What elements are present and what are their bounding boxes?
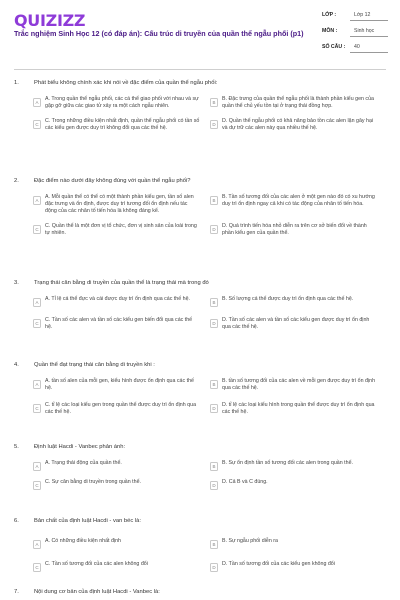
meta-subject-value: Sinh học xyxy=(350,28,388,37)
question-2 xyxy=(14,178,386,237)
meta-subject xyxy=(322,28,388,44)
option-text: B. Số lượng cá thể được duy trì ổn định qua các thế hệ. xyxy=(222,296,354,302)
option-letter-b: B xyxy=(210,540,218,549)
option-text: D. Tần số các alen và tần số các kiểu gen được duy trì ổn định qua các thế hệ. xyxy=(222,317,370,330)
meta-subject-label: MÔN : xyxy=(322,28,338,34)
option-letter-b: B xyxy=(210,298,218,307)
option-text: A. Mỗi quần thể có thể có một thành phần kiểu gen, tần số alen đặc trưng và ổn định, được duy trì tương đối ổn định nếu tác động của các nhân tố tiến hóa là không đáng kể. xyxy=(45,194,194,214)
option-text: A. Tỉ lệ cá thể đực và cái được duy trì ổn định qua các thế hệ. xyxy=(45,296,191,302)
question-number: 1. xyxy=(14,80,19,86)
option-text: D. Cả B và C đúng. xyxy=(222,479,268,485)
option-letter-d: D xyxy=(210,225,218,234)
option-text: C. Tần số các alen và tần số các kiểu gen biến đổi qua các thế hệ. xyxy=(45,317,193,330)
option-a[interactable] xyxy=(33,460,200,471)
question-3 xyxy=(14,280,386,331)
option-a[interactable] xyxy=(33,296,200,307)
option-c[interactable] xyxy=(33,223,200,237)
meta-class-value: Lớp 12 xyxy=(350,12,388,21)
option-a[interactable] xyxy=(33,96,200,110)
option-letter-b: B xyxy=(210,98,218,107)
question-text: Đặc điểm nào dưới đây không đúng với quần thể ngẫu phối? xyxy=(34,178,191,184)
option-d[interactable] xyxy=(210,479,377,490)
option-letter-c: C xyxy=(33,319,41,328)
option-c[interactable] xyxy=(33,118,200,132)
option-letter-d: D xyxy=(210,481,218,490)
option-d[interactable] xyxy=(210,118,377,132)
option-b[interactable] xyxy=(210,96,377,110)
option-letter-a: A xyxy=(33,298,41,307)
question-text: Bản chất của định luật Hacdi - van béc là: xyxy=(34,518,141,524)
option-text: D. Quá trình tiến hóa nhỏ diễn ra trên cơ sở biến đổi về thành phần kiểu gen của quần thể. xyxy=(222,223,367,236)
question-number: 6. xyxy=(14,518,19,524)
option-text: A. Có những điều kiện nhất định xyxy=(45,538,121,544)
option-b[interactable] xyxy=(210,296,377,307)
option-text: D. tỉ lệ các loại kiểu hình trong quần thể được duy trì ổn định qua các thế hệ. xyxy=(222,402,375,415)
option-text: A. Trong quần thể ngẫu phối, các cá thể giao phối với nhau và sự gặp gỡ giữa các giao tử xảy ra một cách ngẫu nhiên. xyxy=(45,96,199,109)
option-letter-d: D xyxy=(210,563,218,572)
option-letter-b: B xyxy=(210,196,218,205)
option-letter-c: C xyxy=(33,404,41,413)
option-letter-a: A xyxy=(33,196,41,205)
option-text: D. Tần số tương đối của các kiểu gen không đổi xyxy=(222,561,335,567)
option-letter-c: C xyxy=(33,120,41,129)
question-4 xyxy=(14,362,386,416)
option-b[interactable] xyxy=(210,538,377,549)
option-letter-d: D xyxy=(210,404,218,413)
option-c[interactable] xyxy=(33,402,200,416)
option-d[interactable] xyxy=(210,402,377,416)
meta-question-count xyxy=(322,44,388,60)
option-d[interactable] xyxy=(210,223,377,237)
question-1 xyxy=(14,80,386,132)
option-text: C. Tần số tương đối của các alen không đổi xyxy=(45,561,148,567)
header-divider xyxy=(14,69,386,70)
option-text: B. tần số tương đối của các alen về mỗi gen được duy trì ổn định qua các thế hệ. xyxy=(222,378,376,391)
document-title: Trắc nghiệm Sinh Học 12 (có đáp án): Cấu trúc di truyền của quần thể ngẫu phối (p1) xyxy=(14,29,304,38)
option-letter-b: B xyxy=(210,380,218,389)
question-text: Quần thể đạt trạng thái cân bằng di truyền khi : xyxy=(34,362,155,368)
question-6 xyxy=(14,518,386,572)
option-text: A. tần số alen của mỗi gen, kiểu hình được ổn định qua các thế hệ. xyxy=(45,378,194,391)
option-letter-a: A xyxy=(33,540,41,549)
option-text: C. Trong những điều kiện nhất định, quần thể ngẫu phối có tần số các kiểu gen được duy trì không đổi qua các thế hệ. xyxy=(45,118,200,131)
option-text: C. tỉ lệ các loại kiểu gen trong quần thể được duy trì ổn định qua các thế hệ. xyxy=(45,402,197,415)
question-text: Định luật Hacdi - Vanbec phản ánh: xyxy=(34,444,126,450)
option-a[interactable] xyxy=(33,378,200,392)
option-letter-a: A xyxy=(33,380,41,389)
option-text: C. Quần thể là một đơn vị tổ chức, đơn vị sinh sản của loài trong tự nhiên. xyxy=(45,223,197,236)
question-number: 5. xyxy=(14,444,19,450)
option-b[interactable] xyxy=(210,378,377,392)
option-letter-c: C xyxy=(33,481,41,490)
question-text: Phát biểu không chính xác khi nói về đặc điểm của quần thể ngẫu phối: xyxy=(34,80,218,86)
option-d[interactable] xyxy=(210,561,377,572)
question-number: 2. xyxy=(14,178,19,184)
option-letter-c: C xyxy=(33,225,41,234)
option-text: C. Sự cân bằng di truyền trong quần thể. xyxy=(45,479,142,485)
option-d[interactable] xyxy=(210,317,377,331)
question-5 xyxy=(14,444,386,490)
option-letter-a: A xyxy=(33,462,41,471)
option-c[interactable] xyxy=(33,561,200,572)
option-text: B. Đặc trưng của quần thể ngẫu phối là thành phần kiểu gen của quần thể chủ yếu tồn tại ở trạng thái đồng hợp. xyxy=(222,96,374,109)
option-letter-a: A xyxy=(33,98,41,107)
worksheet-meta xyxy=(322,12,388,60)
option-text: B. Sự ngẫu phối diễn ra xyxy=(222,538,278,544)
question-number: 3. xyxy=(14,280,19,286)
option-text: B. Tần số tương đối của các alen ở một gen nào đó có xu hướng duy trì ổn định ngay cả khi có tác động của nhân tố tiến hóa. xyxy=(222,194,375,207)
question-number: 4. xyxy=(14,362,19,368)
option-letter-c: C xyxy=(33,563,41,572)
meta-class-label: LỚP : xyxy=(322,12,337,18)
option-text: D. Quần thể ngẫu phối có khả năng bảo tồn các alen lặn gây hại và dự trữ các alen này qua nhiều thế hệ. xyxy=(222,118,374,131)
question-text: Nội dung cơ bản của định luật Hacdi - Vanbec là: xyxy=(34,589,160,595)
option-c[interactable] xyxy=(33,479,200,490)
question-number: 7. xyxy=(14,589,19,595)
option-letter-d: D xyxy=(210,319,218,328)
option-c[interactable] xyxy=(33,317,200,331)
question-text: Trạng thái cân bằng di truyền của quần thể là trạng thái mà trong đó xyxy=(34,280,209,286)
meta-count-value: 40 xyxy=(350,44,388,53)
option-b[interactable] xyxy=(210,460,377,471)
option-a[interactable] xyxy=(33,538,200,549)
option-letter-b: B xyxy=(210,462,218,471)
meta-count-label: SỐ CÂU : xyxy=(322,44,346,50)
option-text: A. Trạng thái động của quần thể. xyxy=(45,460,122,466)
option-b[interactable] xyxy=(210,194,377,215)
option-text: B. Sự ổn định tần số tương đối các alen trong quần thể. xyxy=(222,460,354,466)
option-letter-d: D xyxy=(210,120,218,129)
quizizz-logo: QUIZIZZ xyxy=(14,11,86,30)
option-a[interactable] xyxy=(33,194,200,215)
question-7 xyxy=(14,589,386,599)
meta-class xyxy=(322,12,388,28)
